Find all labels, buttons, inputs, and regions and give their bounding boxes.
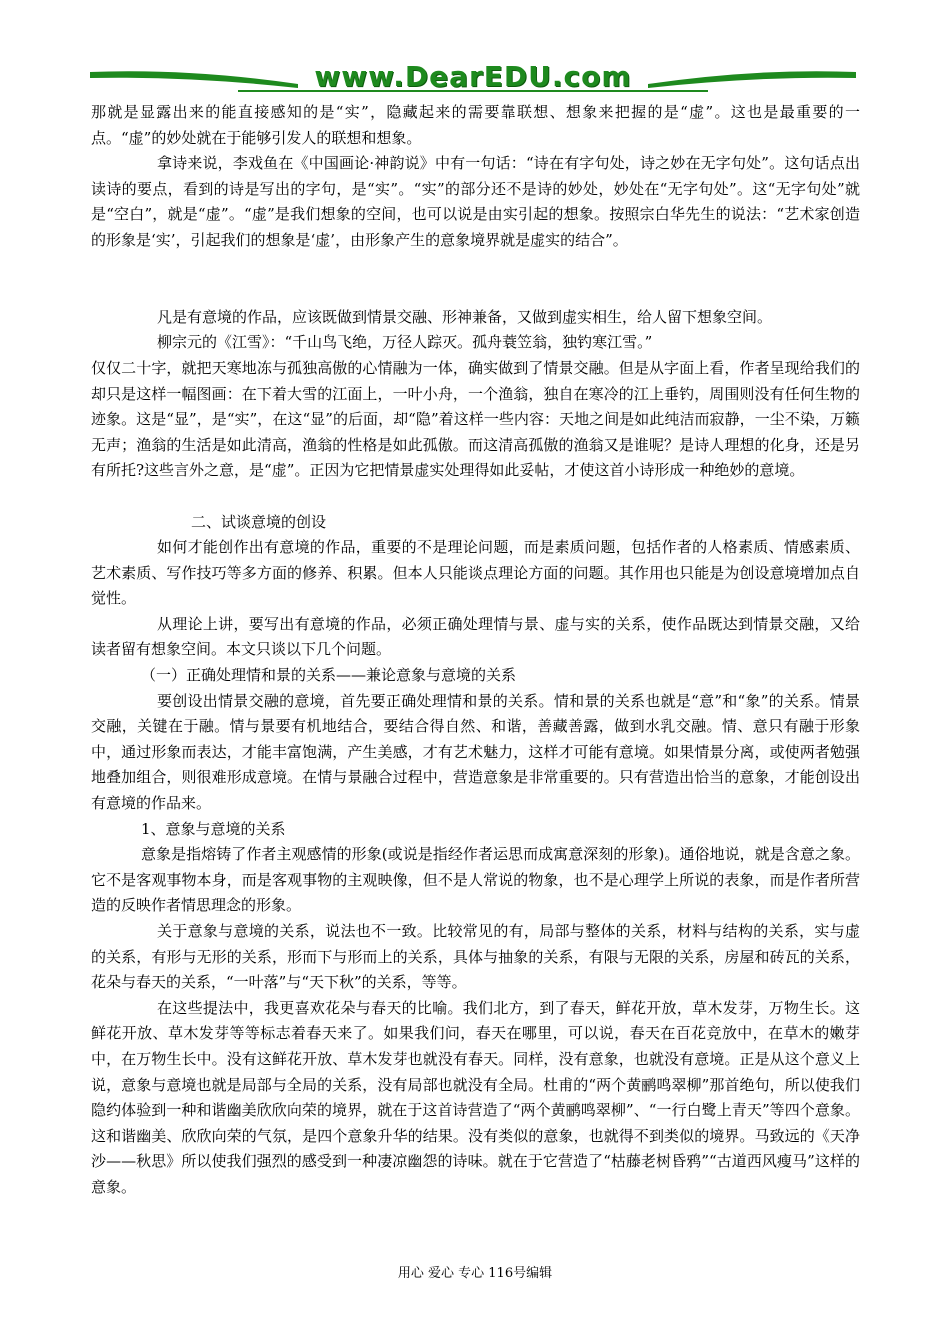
subsection-heading: （一）正确处理情和景的关系——兼论意象与意境的关系 <box>141 666 517 685</box>
paragraph: 从理论上讲，要写出有意境的作品，必须正确处理情与景、虚与实的关系，使作品既达到情景交融，又给读者留有想象空间。本文只谈以下几个问题。 <box>91 614 860 659</box>
paragraph: 要创设出情景交融的意境，首先要正确处理情和景的关系。情和景的关系也就是“意”和“象”的关系。情景交融，关键在于融。情与景要有机地结合，要结合得自然、和谐，善藏善露，做到水乳交融。情、意只有融于形象中，通过形象而表达，才能丰富饱满，产生美感，才有艺术魅力，这样才可能有意境。如果情景分离，或使两者勉强地叠加组合，则很难形成意境。在情与景融合过程中，营造意象是非常重要的。只有营造出恰当的意象，才能创设出有意境的作品来。 <box>91 691 860 813</box>
paragraph: 意象是指熔铸了作者主观感情的形象(或说是指经作者运思而成寓意深刻的形象)。通俗地说，就是含意之象。它不是客观事物本身，而是客观事物的主观映像，但不是人常说的物象，也不是心理学上所说的表象，而是作者所营造的反映作者情思理念的形象。 <box>91 845 860 915</box>
poem-quote: 柳宗元的《江雪》：“千山鸟飞绝，万径人踪灭。孤舟蓑笠翁，独钓寒江雪。” <box>157 333 653 352</box>
paragraph: 凡是有意境的作品，应该既做到情景交融、形神兼备，又做到虚实相生，给人留下想象空间。 <box>157 307 773 326</box>
paragraph: 如何才能创作出有意境的作品，重要的不是理论问题，而是素质问题，包括作者的人格素质、情感素质、艺术素质、写作技巧等多方面的修养、积累。但本人只能谈点理论方面的问题。其作用也只能是为创设意境增加点自觉性。 <box>91 538 860 608</box>
page-footer: 用心 爱心 专心 116号编辑 <box>397 1266 553 1281</box>
paragraph: 关于意象与意境的关系，说法也不一致。比较常见的有，局部与整体的关系，材料与结构的关系，实与虚的关系，有形与无形的关系，形而下与形而上的关系，具体与抽象的关系，有限与无限的关系，房屋和砖瓦的关系，花朵与春天的关系，“一叶落”与“天下秋”的关系，等等。 <box>91 922 860 992</box>
subsection-heading: 1、意象与意境的关系 <box>141 819 286 838</box>
paragraph: 仅仅二十字，就把天寒地冻与孤独高傲的心情融为一体，确实做到了情景交融。但是从字面上看，作者呈现给我们的却只是这样一幅图画：在下着大雪的江面上，一叶小舟，一个渔翁，独自在寒冷的江上垂钓，周围则没有任何生物的迹象。这是“显”，是“实”，在这“显”的后面，却“隐”着这样一些内容：天地之间是如此纯洁而寂静，一尘不染，万籁无声；渔翁的生活是如此清高，渔翁的性格是如此孤傲。而这清高孤傲的渔翁又是谁呢？是诗人理想的化身，还是另有所托?这些言外之意，是“虚”。正因为它把情景虚实处理得如此妥帖，才使这首小诗形成一种绝妙的意境。 <box>91 358 860 480</box>
paragraph: 拿诗来说，李戏鱼在《中国画论·神韵说》中有一句话：“诗在有字句处，诗之妙在无字句处”。这句话点出读诗的要点，看到的诗是写出的字句，是“实”。“实”的部分还不是诗的妙处，妙处在“无字句处”。这“无字句处”就是“空白”，就是“虚”。“虚”是我们想象的空间，也可以说是由实引起的想象。按照宗白华先生的说法：“艺术家创造的形象是‘实’，引起我们的想象是‘虚’，由形象产生的意象境界就是虚实的结合”。 <box>91 154 860 249</box>
site-logo[interactable]: www.DearEDU.com <box>314 60 632 93</box>
paragraph: 那就是显露出来的能直接感知的是“实”，隐藏起来的需要靠联想、想象来把握的是“虚”。这也是最重要的一点。“虚”的妙处就在于能够引发人的联想和想象。 <box>91 103 860 147</box>
document-body <box>91 100 860 1201</box>
section-heading: 二、试谈意境的创设 <box>191 512 327 531</box>
paragraph: 在这些提法中，我更喜欢花朵与春天的比喻。我们北方，到了春天，鲜花开放，草木发芽，万物生长。这鲜花开放、草木发芽等等标志着春天来了。如果我们问，春天在哪里，可以说，春天在百花竞放中，在草木的嫩芽中，在万物生长中。没有这鲜花开放、草木发芽也就没有春天。同样，没有意象，也就没有意境。正是从这个意义上说，意象与意境也就是局部与全局的关系，没有局部也就没有全局。杜甫的“两个黄鹂鸣翠柳”那首绝句，所以使我们隐约体验到一种和谐幽美欣欣向荣的境界，就在于这首诗营造了“两个黄鹂鸣翠柳”、“一行白鹭上青天”等四个意象。这和谐幽美、欣欣向荣的气氛，是四个意象升华的结果。没有类似的意象，也就得不到类似的境界。马致远的《天净沙——秋思》所以使我们强烈的感受到一种凄凉幽怨的诗味。就在于它营造了“枯藤老树昏鸦”“古道西风瘦马”这样的意象。 <box>91 998 860 1196</box>
site-header <box>88 58 858 98</box>
